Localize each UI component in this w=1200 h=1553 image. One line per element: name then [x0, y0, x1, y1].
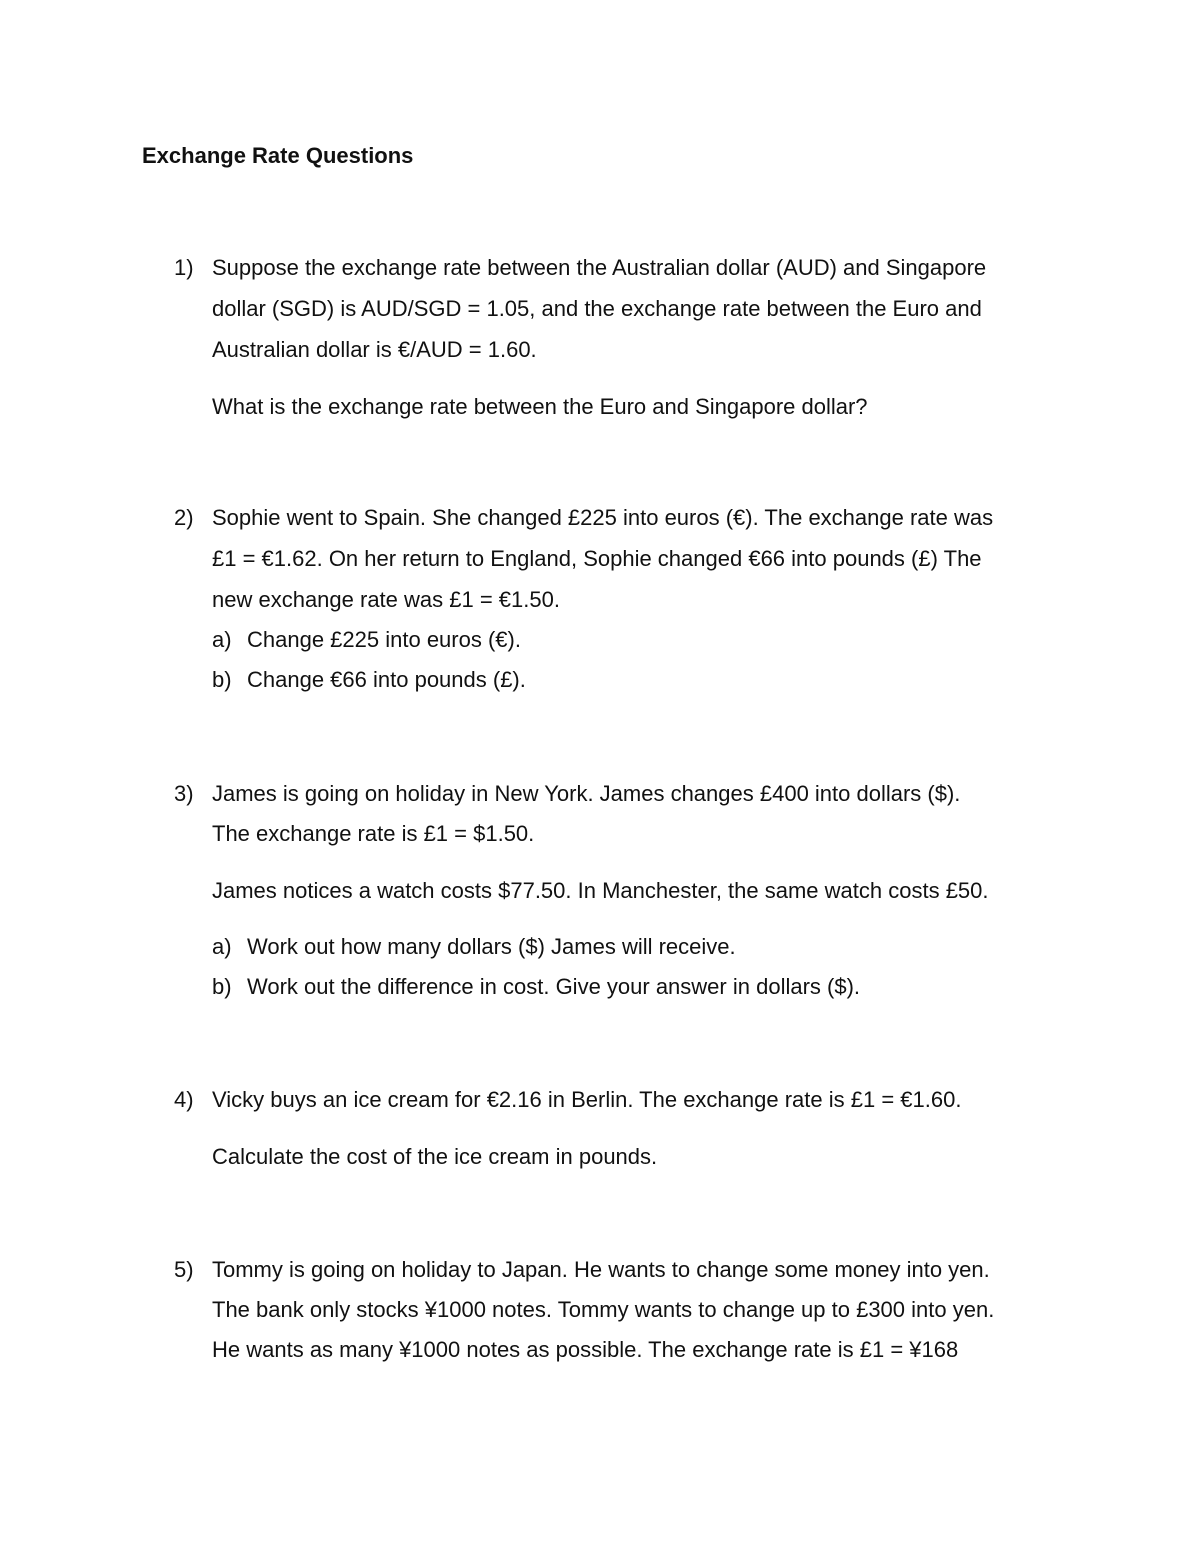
- question-followup: Calculate the cost of the ice cream in pounds.: [212, 1144, 658, 1169]
- question-text-line: He wants as many ¥1000 notes as possible. The exchange rate is £1 = ¥168: [212, 1337, 959, 1362]
- question-number: 2): [174, 505, 194, 530]
- part-label: b): [212, 974, 232, 999]
- question-text-line: Sophie went to Spain. She changed £225 into euros (€). The exchange rate was: [212, 505, 994, 530]
- document-title: Exchange Rate Questions: [142, 143, 414, 168]
- question-number: 1): [174, 255, 194, 280]
- question-text-line: Suppose the exchange rate between the Australian dollar (AUD) and Singapore: [212, 255, 987, 280]
- part-text: Change £225 into euros (€).: [247, 627, 521, 652]
- question-text-line: new exchange rate was £1 = €1.50.: [212, 587, 560, 612]
- part-text: Work out the difference in cost. Give your answer in dollars ($).: [247, 974, 861, 999]
- question-followup: James notices a watch costs $77.50. In Manchester, the same watch costs £50.: [212, 878, 989, 903]
- part-text: Work out how many dollars ($) James will receive.: [247, 934, 736, 959]
- question-text-line: Australian dollar is €/AUD = 1.60.: [212, 337, 537, 362]
- question-text-line: Vicky buys an ice cream for €2.16 in Berlin. The exchange rate is £1 = €1.60.: [212, 1087, 962, 1112]
- part-label: b): [212, 667, 232, 692]
- question-text-line: The exchange rate is £1 = $1.50.: [212, 821, 535, 846]
- question-number: 5): [174, 1257, 194, 1282]
- question-followup: What is the exchange rate between the Euro and Singapore dollar?: [212, 394, 868, 419]
- question-text-line: The bank only stocks ¥1000 notes. Tommy wants to change up to £300 into yen.: [212, 1297, 995, 1322]
- question-text-line: £1 = €1.62. On her return to England, Sophie changed €66 into pounds (£) The: [212, 546, 982, 571]
- question-number: 4): [174, 1087, 194, 1112]
- part-text: Change €66 into pounds (£).: [247, 667, 526, 692]
- question-number: 3): [174, 781, 194, 806]
- question-text-line: dollar (SGD) is AUD/SGD = 1.05, and the exchange rate between the Euro and: [212, 296, 982, 321]
- part-label: a): [212, 934, 232, 959]
- question-text-line: Tommy is going on holiday to Japan. He wants to change some money into yen.: [212, 1257, 990, 1282]
- question-text-line: James is going on holiday in New York. James changes £400 into dollars ($).: [212, 781, 961, 806]
- part-label: a): [212, 627, 232, 652]
